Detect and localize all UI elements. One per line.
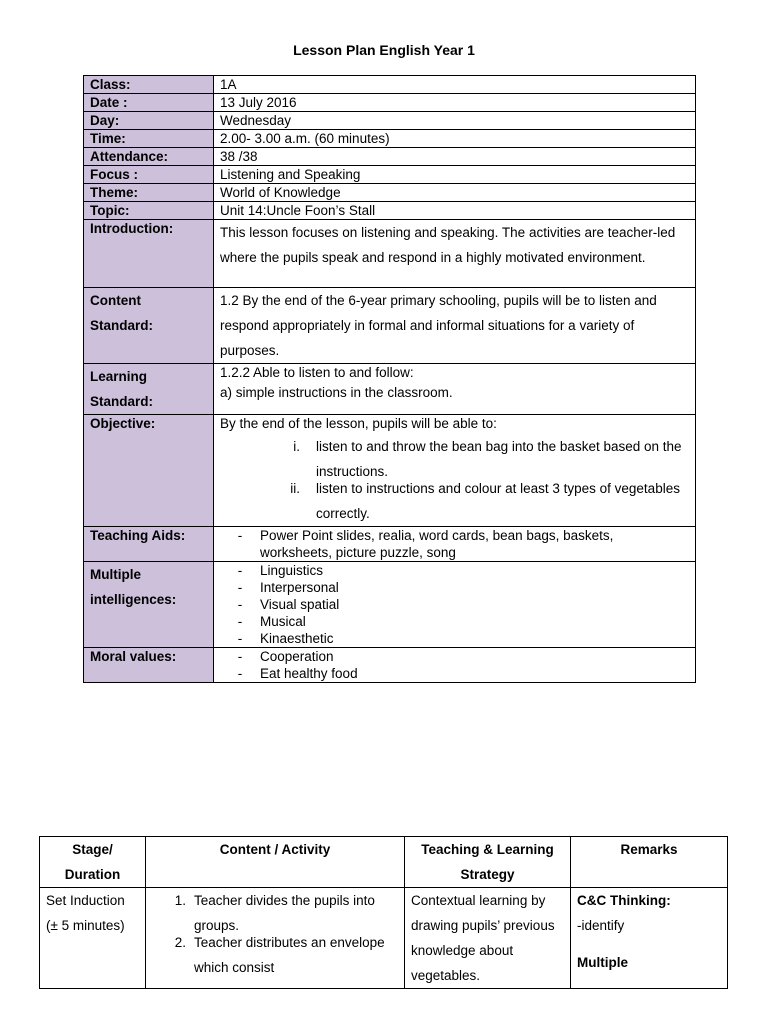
list-item bbox=[220, 665, 689, 682]
multiple-intelligences-value bbox=[214, 562, 696, 648]
stage-duration: (± 5 minutes) bbox=[46, 918, 125, 933]
list-text: Teacher distributes an envelope which consist bbox=[194, 935, 385, 975]
moral-values-list bbox=[220, 648, 689, 682]
dash-bullet: - bbox=[237, 614, 243, 629]
teaching-aids-label: Teaching Aids: bbox=[84, 527, 214, 562]
list-item bbox=[220, 596, 689, 613]
dash-bullet: - bbox=[237, 563, 243, 578]
list-text: listen to instructions and colour at least 3 types of vegetables correctly. bbox=[316, 481, 680, 521]
list-text: Musical bbox=[260, 614, 306, 629]
dash-bullet: - bbox=[237, 597, 243, 612]
date-value: 13 July 2016 bbox=[214, 94, 696, 112]
date-label: Date : bbox=[84, 94, 214, 112]
list-number: 2. bbox=[174, 935, 186, 950]
list-text: Interpersonal bbox=[260, 580, 339, 595]
list-item bbox=[220, 579, 689, 596]
list-text: Eat healthy food bbox=[260, 666, 358, 681]
list-text: Visual spatial bbox=[260, 597, 340, 612]
theme-value: World of Knowledge bbox=[214, 184, 696, 202]
list-number: ii. bbox=[290, 481, 300, 496]
list-item bbox=[220, 562, 689, 579]
lesson-plan-table bbox=[83, 75, 696, 683]
table-row bbox=[40, 888, 728, 989]
activity-list bbox=[152, 888, 398, 980]
objective-label: Objective: bbox=[84, 415, 214, 527]
time-label: Time: bbox=[84, 130, 214, 148]
dash-bullet: - bbox=[237, 666, 243, 681]
multiple-intelligences-label: Multiple intelligences: bbox=[84, 562, 214, 648]
list-text: listen to and throw the bean bag into the basket based on the instructions. bbox=[316, 439, 682, 479]
theme-label: Theme: bbox=[84, 184, 214, 202]
stage-name: Set Induction bbox=[46, 893, 125, 908]
dash-bullet: - bbox=[237, 580, 243, 595]
stage-cell bbox=[40, 888, 146, 989]
learning-standard-value bbox=[214, 364, 696, 415]
class-value: 1A bbox=[214, 76, 696, 94]
teaching-aids-value bbox=[214, 527, 696, 562]
list-number: 1. bbox=[174, 893, 186, 908]
remarks-heading: Multiple bbox=[577, 955, 628, 970]
list-item bbox=[220, 613, 689, 630]
stages-table bbox=[39, 836, 728, 989]
table-row bbox=[84, 527, 696, 562]
objective-value bbox=[214, 415, 696, 527]
learning-standard-label: Learning Standard: bbox=[84, 364, 214, 415]
table-row bbox=[84, 220, 696, 288]
learning-standard-line: a) simple instructions in the classroom. bbox=[220, 385, 453, 400]
table-row bbox=[84, 166, 696, 184]
day-label: Day: bbox=[84, 112, 214, 130]
remarks-cell bbox=[571, 888, 728, 989]
list-text: Power Point slides, realia, word cards, bean bags, baskets, worksheets, picture puzzle, song bbox=[260, 528, 614, 560]
list-text: Cooperation bbox=[260, 649, 334, 664]
table-row bbox=[84, 648, 696, 683]
list-text: Kinaesthetic bbox=[260, 631, 334, 646]
objective-intro: By the end of the lesson, pupils will be able to: bbox=[220, 416, 497, 431]
strategy-cell: Contextual learning by drawing pupils’ previous knowledge about vegetables. bbox=[405, 888, 571, 989]
column-header: Teaching & Learning Strategy bbox=[405, 837, 571, 888]
table-row bbox=[84, 202, 696, 220]
column-header: Remarks bbox=[571, 837, 728, 888]
table-row bbox=[84, 415, 696, 527]
objective-list bbox=[220, 434, 689, 526]
list-text: Teacher divides the pupils into groups. bbox=[194, 893, 375, 933]
list-item bbox=[220, 476, 689, 526]
focus-label: Focus : bbox=[84, 166, 214, 184]
list-item bbox=[220, 648, 689, 665]
list-item bbox=[220, 527, 689, 561]
teaching-aids-list bbox=[220, 527, 689, 561]
topic-value: Unit 14:Uncle Foon’s Stall bbox=[214, 202, 696, 220]
table-row bbox=[84, 364, 696, 415]
table-row bbox=[84, 148, 696, 166]
intelligences-list bbox=[220, 562, 689, 647]
remarks-heading: C&C Thinking: bbox=[577, 893, 671, 908]
time-value: 2.00- 3.00 a.m. (60 minutes) bbox=[214, 130, 696, 148]
attendance-label: Attendance: bbox=[84, 148, 214, 166]
dash-bullet: - bbox=[237, 528, 243, 543]
introduction-value: This lesson focuses on listening and speaking. The activities are teacher-led where the pupils speak and respond in a highly motivated environment. bbox=[214, 220, 696, 288]
content-standard-label: Content Standard: bbox=[84, 288, 214, 364]
table-row bbox=[84, 94, 696, 112]
table-row bbox=[84, 184, 696, 202]
focus-value: Listening and Speaking bbox=[214, 166, 696, 184]
list-number: i. bbox=[293, 439, 300, 454]
list-text: Linguistics bbox=[260, 563, 324, 578]
column-header: Content / Activity bbox=[146, 837, 405, 888]
learning-standard-line: 1.2.2 Able to listen to and follow: bbox=[220, 365, 414, 380]
introduction-label: Introduction: bbox=[84, 220, 214, 288]
table-row bbox=[84, 76, 696, 94]
column-header: Stage/ Duration bbox=[40, 837, 146, 888]
class-label: Class: bbox=[84, 76, 214, 94]
list-item bbox=[220, 630, 689, 647]
day-value: Wednesday bbox=[214, 112, 696, 130]
list-item bbox=[152, 930, 398, 980]
table-row bbox=[84, 130, 696, 148]
table-header-row bbox=[40, 837, 728, 888]
remarks-item: -identify bbox=[577, 918, 625, 933]
table-row bbox=[84, 288, 696, 364]
table-row bbox=[84, 562, 696, 648]
dash-bullet: - bbox=[237, 631, 243, 646]
moral-values-value bbox=[214, 648, 696, 683]
page-title: Lesson Plan English Year 1 bbox=[293, 42, 475, 58]
table-row bbox=[84, 112, 696, 130]
topic-label: Topic: bbox=[84, 202, 214, 220]
moral-values-label: Moral values: bbox=[84, 648, 214, 683]
attendance-value: 38 /38 bbox=[214, 148, 696, 166]
activity-cell bbox=[146, 888, 405, 989]
dash-bullet: - bbox=[237, 649, 243, 664]
content-standard-value: 1.2 By the end of the 6-year primary schooling, pupils will be to listen and respond appropriately in formal and informal situations for a variety of purposes. bbox=[214, 288, 696, 364]
